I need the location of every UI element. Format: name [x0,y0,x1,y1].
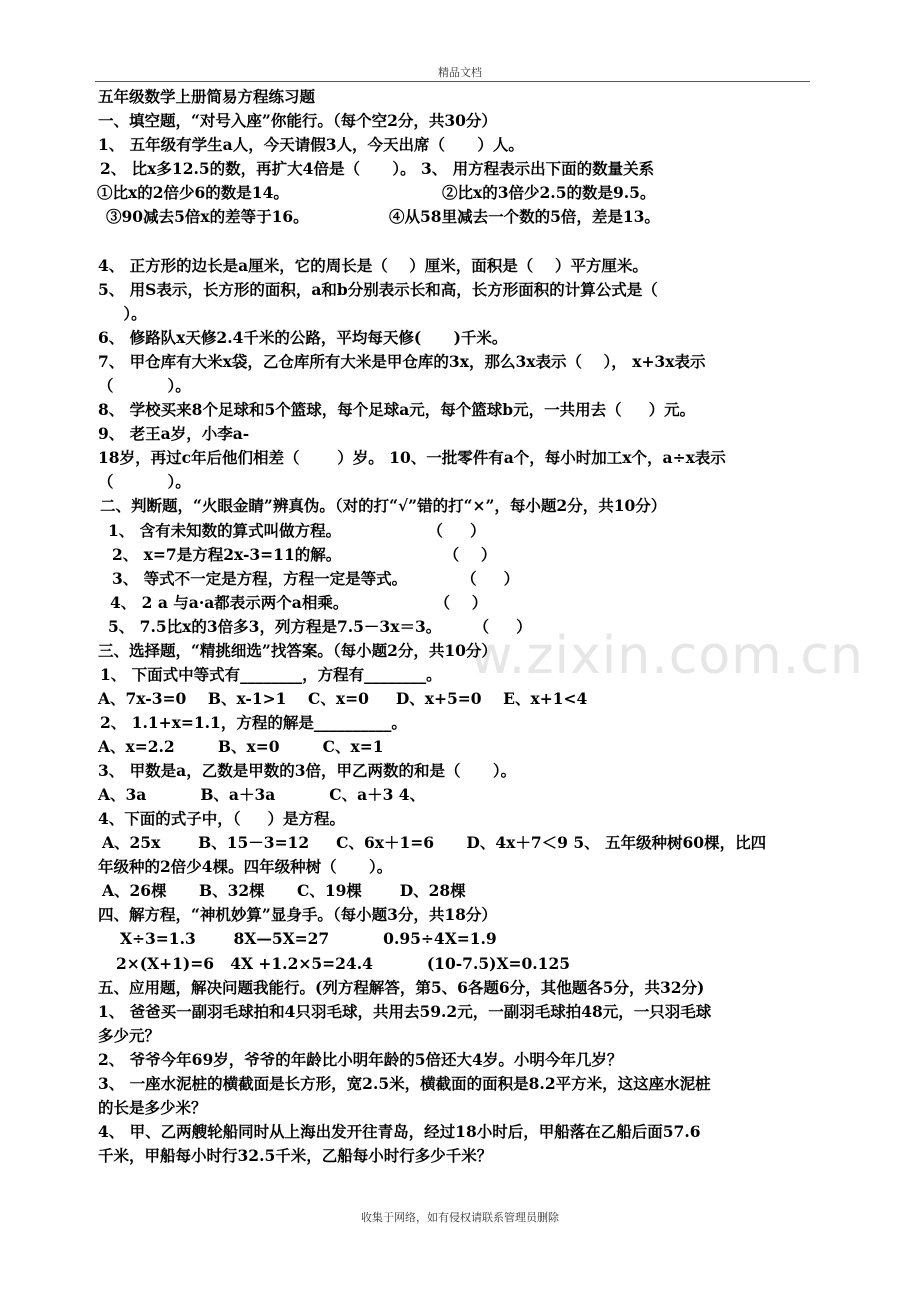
text-line: 3、 等式不一定是方程，方程一定是等式。 （ ） [112,569,520,588]
text-line: 4、下面的式子中，（ ）是方程。 [98,809,346,828]
text-line: 2×(X+1)=6 4X +1.2×5=24.4 (10-7.5)X=0.125 [116,954,571,973]
text-line: （ ）。 [98,472,191,491]
text-line: A、x=2.2 B、x=0 C、x=1 [98,737,384,756]
text-line: 9、 老王a岁，小李a- [98,424,250,443]
text-line: 2、 1.1+x=1.1，方程的解是__________。 [100,713,407,732]
page-header: 精品文档 [438,66,482,79]
text-line: A、25x B、15－3=12 C、6x＋1=6 D、4x＋7＜9 5、 五年级种树60棵，比四 [102,833,767,852]
text-line: （ ）。 [98,376,191,395]
text-line: 四、解方程，“神机妙算”显身手。（每小题3分，共18分） [98,905,497,924]
text-line: 1、 下面式中等式有________，方程有________。 [100,665,442,684]
text-line: 2、 比x多12.5的数，再扩大4倍是（ ）。 3、 用方程表示出下面的数量关系 [100,159,655,178]
text-line: ①比x的2倍少6的数是14。 [97,183,289,202]
text-line: 2、 x=7是方程2x-3=11的解。 （ ） [112,545,497,564]
text-line: 4、 正方形的边长是a厘米，它的周长是（ ）厘米，面积是（ ）平方厘米。 [98,256,648,275]
text-line: 8、 学校买来8个足球和5个篮球，每个足球a元，每个篮球b元，一共用去（ ）元。 [98,400,696,419]
text-line: 1、 五年级有学生a人，今天请假3人，今天出席（ ）人。 [98,135,524,154]
text-line: 3、 甲数是a，乙数是甲数的3倍，甲乙两数的和是（ ）。 [98,761,517,780]
text-line: 的长是多少米？ [98,1098,207,1117]
text-line: 7、 甲仓库有大米x袋，乙仓库所有大米是甲仓库的3x，那么3x表示（ ）， x+3x表示 [98,352,706,371]
text-line: 二、判断题，“火眼金睛”辨真伪。（对的打“√”错的打“×”，每小题2分，共10分） [100,496,667,515]
text-line: 18岁，再过c年后他们相差（ ）岁。 10、一批零件有a个，每小时加工x个，a÷x表示 [98,448,726,467]
watermark: w.zixin.com.cn [470,626,864,686]
text-line: 5、 7.5比x的3倍多3，列方程是7.5－3x＝3。 （ ） [108,617,532,636]
text-line: 1、 含有未知数的算式叫做方程。 （ ） [108,521,486,540]
text-line: 2、 爷爷今年69岁，爷爷的年龄比小明年龄的5倍还大4岁。小明今年几岁？ [98,1050,623,1069]
text-line: ②比x的3倍少2.5的数是9.5。 [442,183,656,202]
text-line: 6、 修路队x天修2.4千米的公路，平均每天修( )千米。 [98,328,508,347]
text-line: 4、 2 a 与a·a都表示两个a相乘。 （ ） [110,593,488,612]
text-line: 三、选择题，“精挑细选”找答案。（每小题2分，共10分） [98,641,497,660]
text-line: ）。 [118,304,147,323]
text-line: A、26棵 B、32棵 C、19棵 D、28棵 [102,881,466,900]
text-line: 4、 甲、乙两艘轮船同时从上海出发开往青岛，经过18小时后，甲船落在乙船后面57.6 [98,1122,701,1141]
text-line: A、7x-3=0 B、x-1>1 C、x=0 D、x+5=0 E、x+1<4 [98,689,588,708]
text-line: 一、填空题，“对号入座”你能行。（每个空2分，共30分） [98,111,497,130]
text-line: ③90减去5倍x的差等于16。 [106,207,309,226]
text-line: 多少元？ [98,1026,161,1045]
text-line: ④从58里减去一个数的5倍，差是13。 [389,207,660,226]
text-line: 5、 用S表示，长方形的面积，a和b分别表示长和高，长方形面积的计算公式是（ [98,280,658,299]
text-line: 五年级数学上册简易方程练习题 [98,87,316,106]
text-line: 千米，甲船每小时行32.5千米，乙船每小时行多少千米？ [98,1146,493,1165]
text-line: 3、 一座水泥桩的横截面是长方形，宽2.5米，横截面的面积是8.2平方米，这这座水泥桩 [98,1074,711,1093]
page-footer: 收集于网络，如有侵权请联系管理员删除 [361,1211,559,1224]
text-line: 年级种的2倍少4棵。四年级种树（ ）。 [98,857,393,876]
header-rule [95,81,810,82]
text-line: 1、 爸爸买一副羽毛球拍和4只羽毛球，共用去59.2元，一副羽毛球拍48元，一只羽毛球 [98,1002,712,1021]
text-line: 五、应用题，解决问题我能行。(列方程解答，第5、6各题6分，其他题各5分，共32分) [98,978,705,997]
text-line: A、3a B、a＋3a C、a＋3 4、 [98,785,426,804]
text-line: X÷3=1.3 8X—5X=27 0.95÷4X=1.9 [120,929,497,948]
